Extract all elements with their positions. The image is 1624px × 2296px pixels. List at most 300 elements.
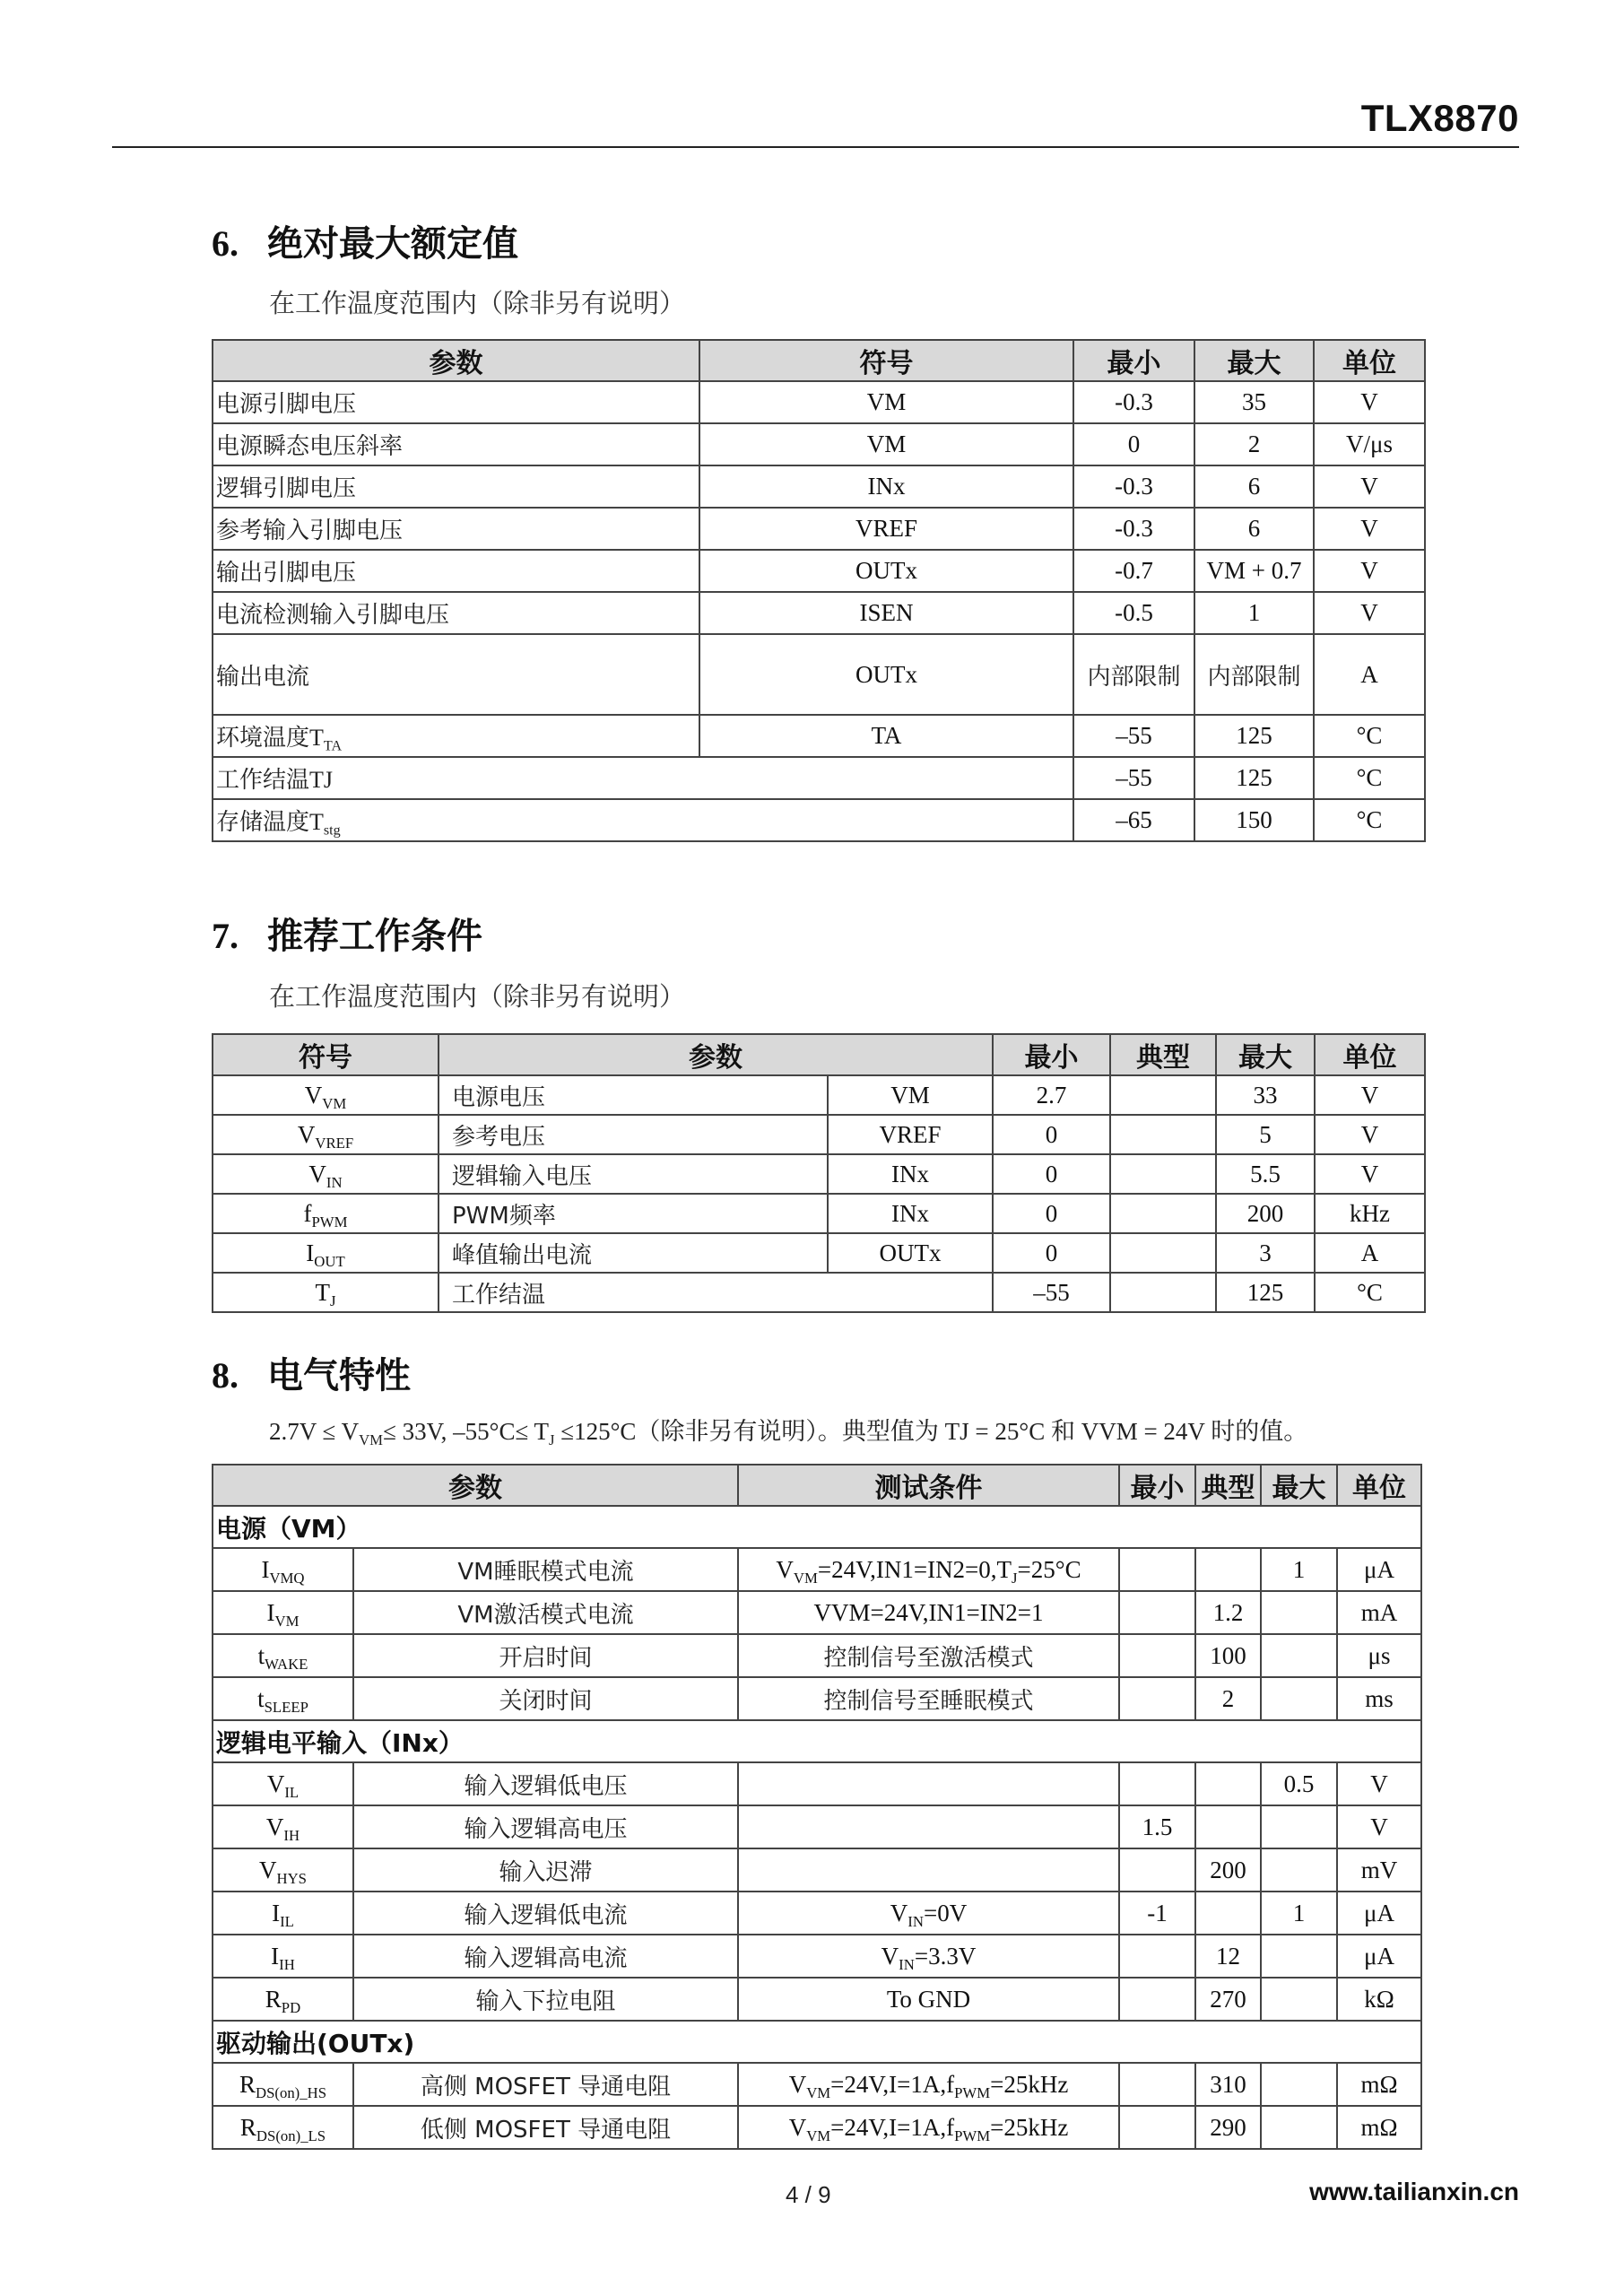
section-7-title: 推荐工作条件 <box>267 916 482 956</box>
unit-cell: A <box>1314 634 1425 715</box>
typ-cell: 290 <box>1195 2106 1261 2149</box>
unit-cell: A <box>1315 1233 1425 1273</box>
cond-subscript: PWM <box>954 2083 991 2101</box>
max-cell: 33 <box>1216 1075 1315 1115</box>
min-cell: 1.5 <box>1119 1805 1195 1848</box>
symbol-cell <box>213 1154 439 1194</box>
symbol-main: V <box>304 1081 323 1109</box>
max-cell: 125 <box>1194 715 1314 757</box>
column-header: 最小 <box>1073 340 1194 381</box>
typ-cell <box>1110 1233 1216 1273</box>
section-7-heading <box>212 908 482 959</box>
symbol-main: V <box>308 1160 326 1187</box>
symbol-subscript: IL <box>280 1912 294 1930</box>
param-cell <box>213 799 1073 841</box>
param-label: 工作结温 <box>216 767 310 794</box>
min-cell: –65 <box>1073 799 1194 841</box>
table-header-row <box>213 340 1425 381</box>
column-header: 单位 <box>1315 1034 1425 1075</box>
symbol-cell <box>213 2063 353 2106</box>
symbol-cell <box>213 1892 353 1935</box>
min-cell <box>1119 1548 1195 1591</box>
param-cell: 输入下拉电阻 <box>353 1978 738 2021</box>
table-row <box>213 1978 1421 2021</box>
document-product-title: TLX8870 <box>1360 97 1519 139</box>
cond-text: =3.3V <box>914 1942 977 1970</box>
unit-cell: kΩ <box>1337 1978 1421 2021</box>
min-cell <box>1119 1762 1195 1805</box>
min-cell: 0 <box>1073 423 1194 465</box>
condition-cell <box>738 2063 1119 2106</box>
max-cell <box>1261 1677 1337 1720</box>
typ-cell: 270 <box>1195 1978 1261 2021</box>
symbol-main: R <box>265 1985 282 2013</box>
table-row <box>213 799 1425 841</box>
group-row-driver-output <box>213 2021 1421 2063</box>
pin-cell: VREF <box>828 1115 993 1154</box>
param-cell: 输入逻辑高电压 <box>353 1805 738 1848</box>
note-text: ≤ 33V, –55°C≤ T <box>383 1418 550 1445</box>
symbol-cell <box>213 1762 353 1805</box>
cond-text: =25kHz <box>990 2113 1069 2141</box>
param-cell: 峰值输出电流 <box>439 1233 828 1273</box>
param-cell: 电源引脚电压 <box>213 381 699 423</box>
section-8-heading <box>212 1347 411 1398</box>
min-cell: -0.3 <box>1073 465 1194 508</box>
cond-subscript: VM <box>806 2083 831 2101</box>
max-cell <box>1261 1805 1337 1848</box>
table-row <box>213 634 1425 715</box>
column-header: 单位 <box>1314 340 1425 381</box>
min-cell: 0 <box>993 1154 1110 1194</box>
condition-cell <box>738 1848 1119 1892</box>
cond-subscript: VM <box>806 2126 831 2144</box>
unit-cell: V <box>1315 1075 1425 1115</box>
param-symbol-subscript: stg <box>323 822 341 839</box>
symbol-cell: VM <box>699 423 1073 465</box>
section-7-number: 7. <box>212 916 239 956</box>
unit-cell: V <box>1314 508 1425 550</box>
min-cell <box>1119 1935 1195 1978</box>
pin-cell: VM <box>828 1075 993 1115</box>
table-row <box>213 1154 1425 1194</box>
column-header: 最大 <box>1194 340 1314 381</box>
electrical-characteristics-table <box>212 1464 1422 2150</box>
unit-cell: ms <box>1337 1677 1421 1720</box>
max-cell <box>1261 1848 1337 1892</box>
min-cell <box>1119 1978 1195 2021</box>
param-cell: 低侧 MOSFET 导通电阻 <box>353 2106 738 2149</box>
table-row <box>213 592 1425 634</box>
param-cell: 电源瞬态电压斜率 <box>213 423 699 465</box>
cond-text: =24V,I=1A,f <box>830 2070 955 2098</box>
table-row <box>213 1805 1421 1848</box>
column-header: 单位 <box>1337 1465 1421 1506</box>
min-cell: 内部限制 <box>1073 634 1194 715</box>
symbol-subscript: IH <box>283 1826 300 1844</box>
min-cell: -0.3 <box>1073 508 1194 550</box>
param-cell: PWM频率 <box>439 1194 828 1233</box>
max-cell: 3 <box>1216 1233 1315 1273</box>
symbol-subscript: WAKE <box>265 1655 308 1673</box>
unit-cell: V <box>1315 1154 1425 1194</box>
min-cell <box>1119 2106 1195 2149</box>
unit-cell: μA <box>1337 1935 1421 1978</box>
param-cell <box>213 715 699 757</box>
param-cell: 高侧 MOSFET 导通电阻 <box>353 2063 738 2106</box>
table-row <box>213 715 1425 757</box>
section-6-subtitle: 在工作温度范围内（除非另有说明） <box>269 290 686 318</box>
unit-cell: mV <box>1337 1848 1421 1892</box>
symbol-cell <box>213 1978 353 2021</box>
max-cell: 125 <box>1194 757 1314 799</box>
symbol-subscript: IL <box>284 1783 300 1801</box>
cond-text: V <box>788 2070 807 2098</box>
unit-cell: V <box>1337 1805 1421 1848</box>
symbol-cell: TA <box>699 715 1073 757</box>
max-cell: 125 <box>1216 1273 1315 1312</box>
symbol-subscript: IN <box>326 1173 343 1191</box>
param-cell: 工作结温 <box>439 1273 993 1312</box>
symbol-cell: VM <box>699 381 1073 423</box>
table-row <box>213 381 1425 423</box>
max-cell: 6 <box>1194 465 1314 508</box>
symbol-subscript: PD <box>281 1998 301 2016</box>
min-cell <box>1119 1591 1195 1634</box>
param-cell: 电源电压 <box>439 1075 828 1115</box>
cond-text: =25°C <box>1017 1555 1081 1583</box>
min-cell: 0 <box>993 1115 1110 1154</box>
table-row <box>213 757 1425 799</box>
unit-cell: μA <box>1337 1892 1421 1935</box>
symbol-cell <box>213 1273 439 1312</box>
symbol-subscript: SLEEP <box>264 1698 308 1716</box>
typ-cell: 1.2 <box>1195 1591 1261 1634</box>
condition-cell <box>738 1935 1119 1978</box>
max-cell: 200 <box>1216 1194 1315 1233</box>
symbol-subscript: J <box>329 1292 336 1309</box>
cond-text: =25kHz <box>990 2070 1069 2098</box>
min-cell <box>1119 2063 1195 2106</box>
typ-cell: 100 <box>1195 1634 1261 1677</box>
table-row <box>213 2063 1421 2106</box>
table-row <box>213 1892 1421 1935</box>
typ-cell <box>1110 1154 1216 1194</box>
typ-cell <box>1110 1194 1216 1233</box>
min-cell: 2.7 <box>993 1075 1110 1115</box>
symbol-main: R <box>239 2113 256 2141</box>
symbol-cell <box>213 1935 353 1978</box>
symbol-main: t <box>257 1684 265 1712</box>
absolute-max-ratings-table <box>212 339 1426 842</box>
unit-cell: °C <box>1314 715 1425 757</box>
table-row <box>213 1935 1421 1978</box>
note-subscript: VM <box>359 1431 384 1448</box>
param-label: 存储温度 <box>216 809 310 836</box>
recommended-conditions-table <box>212 1033 1426 1313</box>
max-cell: 1 <box>1194 592 1314 634</box>
param-cell: 输出电流 <box>213 634 699 715</box>
typ-cell <box>1110 1115 1216 1154</box>
min-cell: -0.5 <box>1073 592 1194 634</box>
table-row <box>213 2106 1421 2149</box>
column-header: 最大 <box>1261 1465 1337 1506</box>
table-row <box>213 1548 1421 1591</box>
max-cell: 1 <box>1261 1892 1337 1935</box>
pin-cell: OUTx <box>828 1233 993 1273</box>
unit-cell: V <box>1314 592 1425 634</box>
max-cell: 6 <box>1194 508 1314 550</box>
unit-cell: °C <box>1314 799 1425 841</box>
unit-cell: μA <box>1337 1548 1421 1591</box>
cond-text: V <box>890 1899 908 1926</box>
min-cell: –55 <box>993 1273 1110 1312</box>
max-cell: 35 <box>1194 381 1314 423</box>
column-header: 符号 <box>699 340 1073 381</box>
min-cell: 0 <box>993 1233 1110 1273</box>
section-6-heading <box>212 215 518 266</box>
param-cell: 关闭时间 <box>353 1677 738 1720</box>
section-6-title: 绝对最大额定值 <box>267 223 518 264</box>
symbol-subscript: VREF <box>315 1134 354 1152</box>
symbol-cell <box>213 1115 439 1154</box>
cond-text: =0V <box>923 1899 968 1926</box>
symbol-subscript: DS(on)_LS <box>256 2126 326 2144</box>
min-cell: -0.3 <box>1073 381 1194 423</box>
symbol-subscript: DS(on)_HS <box>255 2083 327 2101</box>
symbol-cell <box>213 1548 353 1591</box>
section-6-number: 6. <box>212 223 239 264</box>
note-text: 2.7V ≤ V <box>269 1418 360 1445</box>
max-cell <box>1261 2106 1337 2149</box>
symbol-cell: OUTx <box>699 634 1073 715</box>
min-cell: -0.7 <box>1073 550 1194 592</box>
group-row-power <box>213 1506 1421 1548</box>
symbol-main: I <box>272 1899 281 1926</box>
min-cell <box>1119 1634 1195 1677</box>
cond-subscript: IN <box>899 1955 915 1973</box>
max-cell <box>1261 1935 1337 1978</box>
max-cell <box>1261 2063 1337 2106</box>
max-cell <box>1261 1634 1337 1677</box>
min-cell: –55 <box>1073 715 1194 757</box>
website-link[interactable]: www.tailianxin.cn <box>1309 2178 1519 2205</box>
max-cell: 5.5 <box>1216 1154 1315 1194</box>
table-row <box>213 1591 1421 1634</box>
table-row <box>213 1677 1421 1720</box>
symbol-main: V <box>265 1813 284 1840</box>
symbol-subscript: VM <box>322 1094 347 1112</box>
symbol-cell: INx <box>699 465 1073 508</box>
table-row <box>213 1848 1421 1892</box>
symbol-cell <box>213 1677 353 1720</box>
symbol-cell: VREF <box>699 508 1073 550</box>
unit-cell: kHz <box>1315 1194 1425 1233</box>
unit-cell: V <box>1314 381 1425 423</box>
condition-cell <box>738 1892 1119 1935</box>
column-header: 最大 <box>1216 1034 1315 1075</box>
unit-cell: mA <box>1337 1591 1421 1634</box>
symbol-main: f <box>303 1199 312 1227</box>
symbol-main: V <box>259 1856 277 1883</box>
min-cell <box>1119 1677 1195 1720</box>
table-row <box>213 1233 1425 1273</box>
cond-text: =24V,IN1=IN2=0,T <box>817 1555 1012 1583</box>
param-cell: 开启时间 <box>353 1634 738 1677</box>
table-row <box>213 465 1425 508</box>
symbol-subscript: HYS <box>276 1869 307 1887</box>
group-label: 逻辑电平输入（INx） <box>213 1720 1421 1762</box>
typ-cell: 2 <box>1195 1677 1261 1720</box>
typ-cell: 12 <box>1195 1935 1261 1978</box>
unit-cell: V <box>1315 1115 1425 1154</box>
symbol-cell <box>213 1634 353 1677</box>
param-label: 环境温度 <box>216 725 310 752</box>
column-header: 最小 <box>993 1034 1110 1075</box>
symbol-main: I <box>306 1239 315 1266</box>
condition-cell <box>738 1548 1119 1591</box>
max-cell: 2 <box>1194 423 1314 465</box>
section-8-number: 8. <box>212 1355 239 1396</box>
cond-text: V <box>881 1942 899 1970</box>
column-header: 参数 <box>439 1034 993 1075</box>
condition-cell <box>738 1762 1119 1805</box>
symbol-cell: ISEN <box>699 592 1073 634</box>
symbol-main: I <box>261 1555 270 1583</box>
page-number: 4 / 9 <box>786 2181 831 2208</box>
unit-cell: °C <box>1315 1273 1425 1312</box>
max-cell: 1 <box>1261 1548 1337 1591</box>
symbol-main: V <box>266 1770 285 1797</box>
cond-text: =24V,I=1A,f <box>830 2113 955 2141</box>
min-cell: -1 <box>1119 1892 1195 1935</box>
table-row <box>213 508 1425 550</box>
param-symbol-subscript: TA <box>323 738 343 754</box>
section-7-subtitle: 在工作温度范围内（除非另有说明） <box>269 983 686 1012</box>
column-header: 最小 <box>1119 1465 1195 1506</box>
typ-cell <box>1110 1075 1216 1115</box>
param-symbol: TJ <box>309 767 334 793</box>
param-cell: 电流检测输入引脚电压 <box>213 592 699 634</box>
symbol-subscript: OUT <box>314 1252 345 1270</box>
header-divider <box>112 146 1519 148</box>
typ-cell <box>1195 1892 1261 1935</box>
symbol-main: V <box>297 1120 316 1148</box>
condition-cell <box>738 2106 1119 2149</box>
unit-cell: V <box>1337 1762 1421 1805</box>
condition-cell: To GND <box>738 1978 1119 2021</box>
table-row <box>213 423 1425 465</box>
column-header: 典型 <box>1110 1034 1216 1075</box>
unit-cell: V <box>1314 465 1425 508</box>
group-label: 电源（VM） <box>213 1506 1421 1548</box>
max-cell <box>1261 1978 1337 2021</box>
symbol-subscript: IH <box>279 1955 295 1973</box>
symbol-subscript: VM <box>274 1612 300 1630</box>
cond-subscript: VM <box>793 1569 818 1587</box>
param-cell: 输入逻辑低电压 <box>353 1762 738 1805</box>
cond-text: V <box>788 2113 807 2141</box>
symbol-cell <box>213 1075 439 1115</box>
column-header: 参数 <box>213 1465 738 1506</box>
table-row <box>213 1075 1425 1115</box>
symbol-main: R <box>239 2070 256 2098</box>
table-row <box>213 1115 1425 1154</box>
unit-cell: μs <box>1337 1634 1421 1677</box>
param-cell: 输出引脚电压 <box>213 550 699 592</box>
condition-cell: VVM=24V,IN1=IN2=1 <box>738 1591 1119 1634</box>
typ-cell: 310 <box>1195 2063 1261 2106</box>
condition-cell: 控制信号至睡眠模式 <box>738 1677 1119 1720</box>
symbol-main: I <box>266 1598 275 1626</box>
param-cell: 输入逻辑低电流 <box>353 1892 738 1935</box>
symbol-cell <box>213 1194 439 1233</box>
unit-cell: V <box>1314 550 1425 592</box>
typ-cell <box>1195 1805 1261 1848</box>
condition-cell <box>738 1805 1119 1848</box>
group-label: 驱动输出(OUTx) <box>213 2021 1421 2063</box>
max-cell: 0.5 <box>1261 1762 1337 1805</box>
param-cell: 参考电压 <box>439 1115 828 1154</box>
table-row <box>213 1273 1425 1312</box>
note-subscript: J <box>549 1431 555 1448</box>
symbol-main: T <box>315 1278 330 1306</box>
condition-cell: 控制信号至激活模式 <box>738 1634 1119 1677</box>
symbol-cell: OUTx <box>699 550 1073 592</box>
symbol-cell <box>213 1805 353 1848</box>
section-8-conditions-note <box>269 1412 1307 1447</box>
typ-cell <box>1195 1548 1261 1591</box>
param-symbol: $T_{TA}$ <box>309 725 343 754</box>
param-cell: 参考输入引脚电压 <box>213 508 699 550</box>
cond-subscript: PWM <box>954 2126 991 2144</box>
symbol-cell <box>213 1233 439 1273</box>
group-row-logic-input <box>213 1720 1421 1762</box>
unit-cell: mΩ <box>1337 2106 1421 2149</box>
column-header: 参数 <box>213 340 699 381</box>
note-text: ≤125°C（除非另有说明）。典型值为 TJ = 25°C 和 VVM = 24V 时的值。 <box>554 1418 1308 1445</box>
table-row <box>213 550 1425 592</box>
param-cell: 逻辑输入电压 <box>439 1154 828 1194</box>
param-cell: 输入迟滞 <box>353 1848 738 1892</box>
table-header-row <box>213 1465 1421 1506</box>
unit-cell: V/μs <box>1314 423 1425 465</box>
symbol-subscript: VMQ <box>269 1569 305 1587</box>
param-symbol: $T_{stg}$ <box>309 809 341 839</box>
param-cell <box>213 757 1073 799</box>
typ-cell: 200 <box>1195 1848 1261 1892</box>
min-cell: 0 <box>993 1194 1110 1233</box>
cond-subscript: J <box>1012 1569 1018 1587</box>
max-cell: 150 <box>1194 799 1314 841</box>
max-cell: 5 <box>1216 1115 1315 1154</box>
symbol-main: t <box>257 1641 265 1669</box>
symbol-cell <box>213 1848 353 1892</box>
symbol-cell <box>213 1591 353 1634</box>
max-cell: 内部限制 <box>1194 634 1314 715</box>
symbol-cell <box>213 2106 353 2149</box>
table-row <box>213 1634 1421 1677</box>
typ-cell <box>1195 1762 1261 1805</box>
symbol-subscript: PWM <box>311 1213 348 1231</box>
param-cell: VM睡眠模式电流 <box>353 1548 738 1591</box>
cond-subscript: IN <box>908 1912 924 1930</box>
cond-text: V <box>776 1555 794 1583</box>
symbol-main: I <box>271 1942 280 1970</box>
column-header: 测试条件 <box>738 1465 1119 1506</box>
pin-cell: INx <box>828 1154 993 1194</box>
column-header: 典型 <box>1195 1465 1261 1506</box>
